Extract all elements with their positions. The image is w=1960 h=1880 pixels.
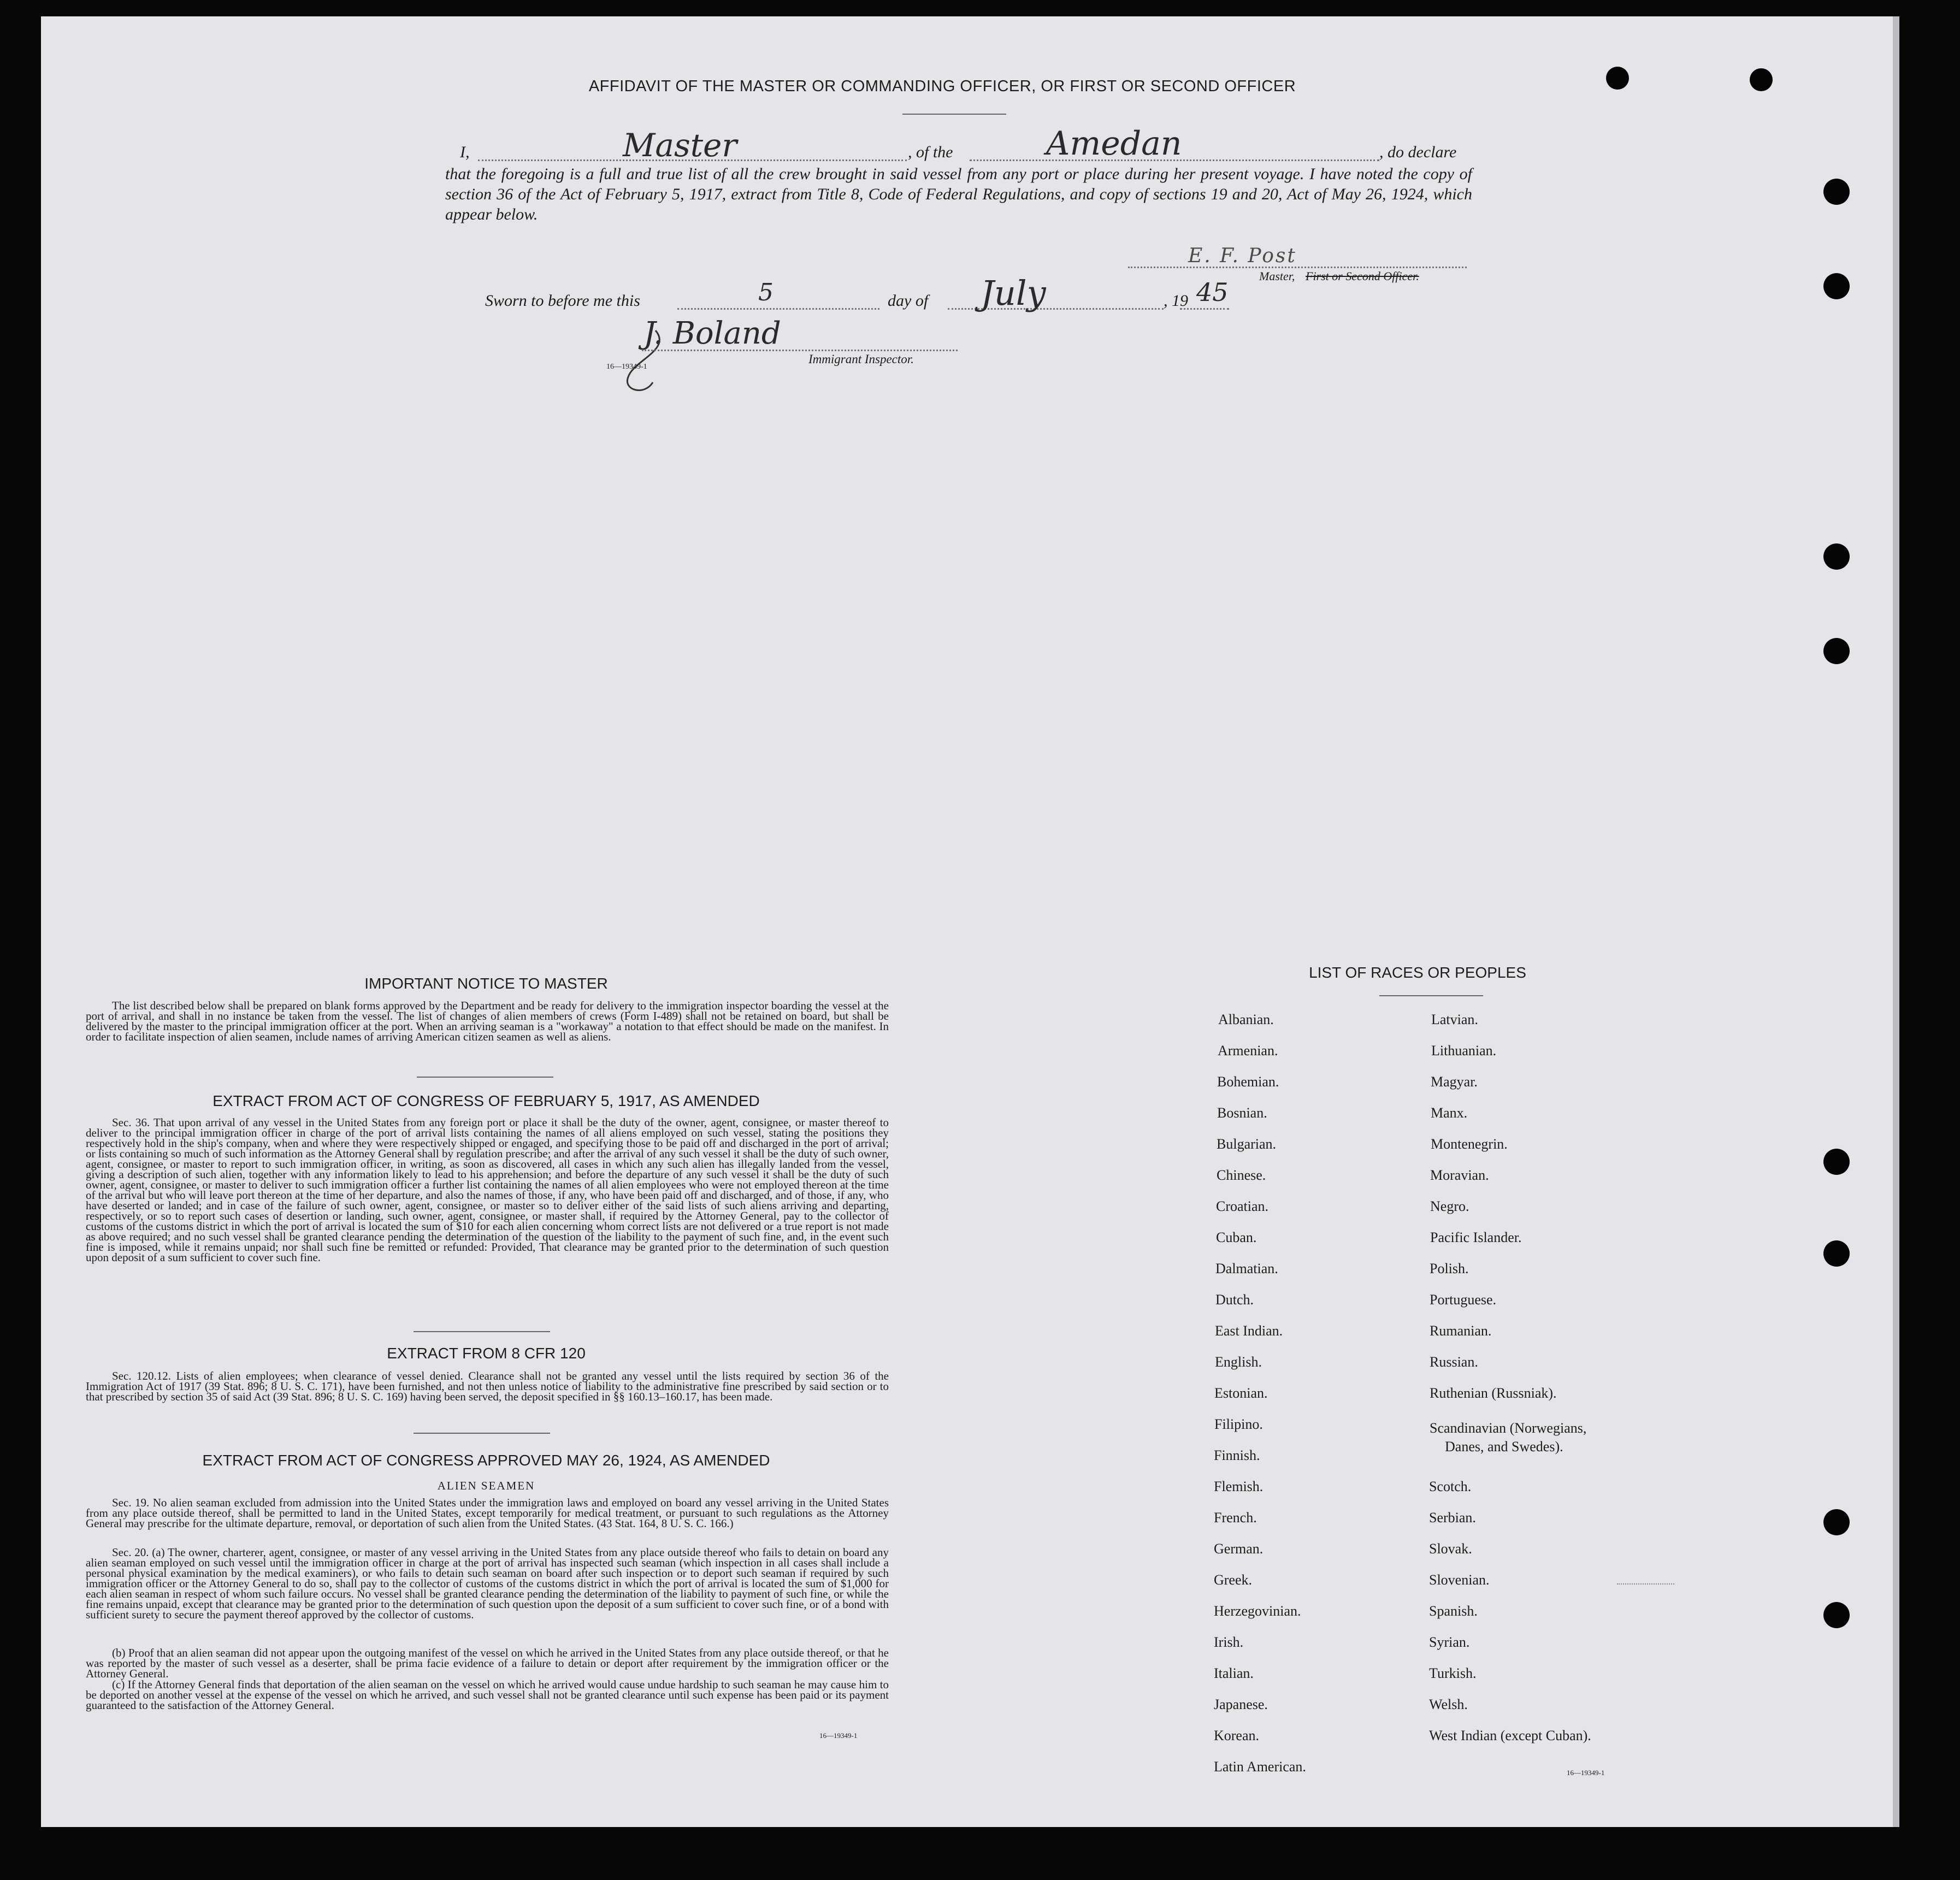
race-left-6: Chinese. (1217, 1167, 1266, 1183)
day-of-label: day of (888, 292, 929, 310)
race-right-7: Negro. (1430, 1198, 1469, 1214)
race-right-9: Polish. (1430, 1261, 1469, 1276)
vessel-handwritten: Amedan (1046, 125, 1182, 163)
officer-signature: E. F. Post (1188, 245, 1297, 267)
officer-signature-line (1128, 267, 1467, 268)
race-left-9: Dalmatian. (1215, 1261, 1278, 1276)
do-declare-label: , do declare (1379, 143, 1457, 161)
race-left-21: Irish. (1214, 1634, 1244, 1650)
punch-hole (1823, 1509, 1850, 1535)
punch-hole (1750, 68, 1773, 91)
race-left-16: Flemish. (1214, 1479, 1264, 1494)
race-right-21: Syrian. (1429, 1634, 1470, 1650)
race-right-16: Scotch. (1429, 1479, 1472, 1494)
punch-hole (1823, 543, 1850, 570)
race-left-14: Filipino. (1214, 1416, 1263, 1432)
race-left-18: German. (1214, 1541, 1264, 1557)
notice-text: The list described below shall be prepared on blank forms approved by the Department and be ready for delivery to the immigration inspector boarding the vessel at the port of arrival, and shall in no instance be taken from the vessel. The list of changes of alien members of crews (Form I-489) shall not be retained on board, but shall be delivered by the master to the principal immigration officer at the port. When an arriving seaman is a "workaway" a notation to that effect should be made on the manifest. In order to facilitate inspection of alien seamen, include names of arriving American citizen seamen as well as aliens. (86, 999, 889, 1043)
race-left-19: Greek. (1214, 1572, 1253, 1588)
inspector-signature-line (642, 350, 958, 351)
punch-hole (1823, 179, 1850, 205)
races-side-rule (1617, 1583, 1674, 1585)
inspector-signature: J. Boland (644, 316, 781, 351)
cfr-text: Sec. 120.12. Lists of alien employees; when clearance of vessel denied. Clearance shall not be granted any vessel until the lists required by section 36 of the Immigration Act of 1917 (39 Stat. 896; 8 U. S. C. 171), have been furnished, and not then unless notice of liability to the administrative fine prescribed by said section or to that prescribed by section 35 of said Act (39 Stat. 896; 8 U. S. C. 169) having been served, the deposit specified in §§ 160.13–160.17, has been made. (86, 1369, 889, 1403)
race-right-15: Danes, and Swedes). (1445, 1439, 1563, 1455)
race-left-4: Bosnian. (1217, 1105, 1267, 1121)
race-left-7: Croatian. (1216, 1198, 1269, 1214)
divider-1 (417, 1077, 553, 1078)
race-left-5: Bulgarian. (1217, 1136, 1277, 1152)
extract-1917-title: EXTRACT FROM ACT OF CONGRESS OF FEBRUARY 5, 1917, AS AMENDED (212, 1092, 760, 1109)
race-right-18: Slovak. (1429, 1541, 1472, 1557)
extract-1924-sec19: Sec. 19. No alien seaman excluded from admission into the United States under the immigration laws and employed on board any vessel arriving in the United States from any place outside thereof, shall be permitted to land in the United States, except temporarily for medical treatment, or pursuant to such regulations as the Attorney General may prescribe for the ultimate departure, removal, or deportation of such alien from the United States. (43 Stat. 164, 8 U. S. C. 166.) (86, 1496, 889, 1530)
race-left-17: French. (1214, 1510, 1257, 1526)
race-right-5: Montenegrin. (1431, 1136, 1508, 1152)
race-left-24: Korean. (1214, 1728, 1260, 1743)
sworn-label: Sworn to before me this (485, 292, 640, 310)
punch-hole (1823, 273, 1850, 299)
race-right-12: Russian. (1430, 1354, 1478, 1370)
affidavit-paragraph: that the foregoing is a full and true list of all the crew brought in said vessel from any port or place during her present voyage. I have noted the copy of section 36 of the Act of February 5, 1917, extract from Title 8, Code of Federal Regulations, and copy of sections 19 and 20, Act of May 26, 1924, which appear below. (445, 165, 1472, 223)
race-left-15: Finnish. (1214, 1447, 1260, 1463)
race-left-23: Japanese. (1214, 1696, 1268, 1712)
extract-1924-sec20b: (b) Proof that an alien seaman did not appear upon the outgoing manifest of the vessel on which he arrived in the United States from any place outside thereof, or that he was reported by the master of such vessel as a deserter, shall be prima facie evidence of a failure to detain or deport after requirement by the immigration officer or the Attorney General. (86, 1646, 889, 1680)
race-right-14: Scandinavian (Norwegians, (1430, 1420, 1587, 1436)
month-handwritten: July (981, 273, 1046, 313)
race-left-13: Estonian. (1214, 1385, 1268, 1401)
race-right-23: Welsh. (1429, 1696, 1468, 1712)
title-underline (902, 114, 1006, 115)
punch-hole (1823, 638, 1850, 664)
affidavit-prefix: I, (460, 143, 470, 161)
punch-hole (1823, 1602, 1850, 1628)
race-left-25: Latin American. (1214, 1759, 1306, 1775)
race-left-8: Cuban. (1216, 1229, 1257, 1245)
race-left-3: Bohemian. (1217, 1074, 1279, 1090)
divider-3 (414, 1433, 550, 1434)
page-edge (1893, 16, 1899, 1827)
form-number-bottom-left: 16—19349-1 (819, 1731, 858, 1740)
year-prefix: , 19 (1164, 292, 1188, 310)
race-right-1: Latvian. (1431, 1012, 1478, 1027)
extract-1924-sec20c: (c) If the Attorney General finds that deportation of the alien seaman on the vessel on which he arrived would cause undue hardship to such seaman he may cause him to be deported on another vessel at the expense of the vessel on which he arrived, and such vessel shall not be granted clearance until such expense has been paid or its payment guaranteed to the satisfaction of the Attorney General. (86, 1678, 889, 1712)
race-right-17: Serbian. (1429, 1510, 1476, 1526)
cfr-title: EXTRACT FROM 8 CFR 120 (387, 1345, 586, 1362)
year-handwritten: 45 (1196, 277, 1229, 307)
affidavit-title: AFFIDAVIT OF THE MASTER OR COMMANDING OFFICER, OR FIRST OR SECOND OFFICER (588, 78, 1296, 95)
race-left-2: Armenian. (1218, 1043, 1278, 1059)
race-right-2: Lithuanian. (1431, 1043, 1497, 1059)
of-the-label: , of the (908, 143, 953, 161)
divider-2 (414, 1331, 550, 1332)
race-left-10: Dutch. (1215, 1292, 1254, 1308)
notice-title: IMPORTANT NOTICE TO MASTER (364, 975, 608, 992)
year-blank (1180, 308, 1229, 310)
race-right-6: Moravian. (1430, 1167, 1489, 1183)
race-right-20: Spanish. (1429, 1603, 1478, 1619)
race-left-1: Albanian. (1218, 1012, 1274, 1027)
races-underline (1379, 995, 1483, 996)
race-left-20: Herzegovinian. (1214, 1603, 1301, 1619)
race-right-11: Rumanian. (1430, 1323, 1492, 1339)
form-number-top: 16—19349-1 (606, 363, 647, 371)
race-right-24: West Indian (except Cuban). (1429, 1728, 1591, 1743)
punch-hole (1823, 1149, 1850, 1175)
race-right-10: Portuguese. (1430, 1292, 1497, 1308)
race-right-13: Ruthenian (Russniak). (1430, 1385, 1557, 1401)
officer-caption-struck: First or Second Officer. (1306, 269, 1419, 283)
day-handwritten: 5 (758, 279, 774, 306)
race-left-22: Italian. (1214, 1665, 1254, 1681)
races-title: LIST OF RACES OR PEOPLES (1309, 964, 1526, 981)
race-right-3: Magyar. (1431, 1074, 1478, 1090)
race-right-19: Slovenian. (1429, 1572, 1490, 1588)
master-handwritten: Master (623, 127, 737, 164)
race-left-11: East Indian. (1215, 1323, 1283, 1339)
race-right-4: Manx. (1431, 1105, 1468, 1121)
punch-hole (1606, 67, 1629, 90)
form-number-bottom-right: 16—19349-1 (1567, 1769, 1605, 1777)
race-right-8: Pacific Islander. (1430, 1229, 1522, 1245)
inspector-caption: Immigrant Inspector. (808, 352, 914, 366)
extract-1924-sec20a: Sec. 20. (a) The owner, charterer, agent, consignee, or master of any vessel arriving in the United States from any place outside thereof who fails to detain on board any alien seaman employed on such vessel until the immigration officer in charge at the port of arrival has inspected such seaman (which inspection in all cases shall include a personal physical examination by the medical examiners), or who fails to detain such seaman on board after such inspection or to deport such seaman if required by such immigration officer or the Attorney General to do so, shall pay to the collector of customs of the customs district in which the port of arrival is located the sum of $1,000 for each alien seaman in respect of whom such failure occurs. No vessel shall be granted clearance pending the determination of the liability to payment of such fine, or while the fine remains unpaid, except that clearance may be granted prior to the determination of such question upon the deposit of a sum sufficient to cover such fine, or of a bond with sufficient surety to secure the payment thereof approved by the collector of customs. (86, 1546, 889, 1621)
day-blank (677, 308, 879, 310)
officer-caption-master: Master, (1259, 269, 1295, 283)
punch-hole (1823, 1240, 1850, 1267)
extract-1924-subtitle: ALIEN SEAMEN (437, 1479, 535, 1492)
extract-1924-title: EXTRACT FROM ACT OF CONGRESS APPROVED MAY 26, 1924, AS AMENDED (202, 1452, 770, 1469)
race-right-22: Turkish. (1429, 1665, 1477, 1681)
race-left-12: English. (1215, 1354, 1262, 1370)
extract-1917-text: Sec. 36. That upon arrival of any vessel in the United States from any foreign port or place it shall be the duty of the owner, agent, consignee, or master thereof to deliver to the principal immigration officer in charge of the port of arrival lists containing the names of all aliens employed on such vessel, stating the positions they respectively hold in the ship's company, when and where they were respectively shipped or engaged, and specifying those to be paid off and discharged in the port of arrival; or lists containing so much of such information as the Attorney General shall by regulation prescribe; and after the arrival of any such vessel it shall be the duty of such owner, agent, consignee, or master to report to such immigration officer, in writing, as soon as discovered, all cases in which any such alien has illegally landed from the vessel, giving a description of such alien, together with any information likely to lead to his apprehension; and before the departure of any such vessel it shall be the duty of such owner, agent, consignee, or master to deliver to such immigration officer a further list containing the names of all alien employees who were not employed thereon at the time of the arrival but who will leave port thereon at the time of her departure, and also the names of those, if any, who have been paid off and discharged, and of those, if any, who have deserted or landed; and in case of the failure of such owner, agent, consignee, or master so to deliver either of the said lists of such aliens arriving and departing, respectively, or so to report such cases of desertion or landing, such owner, agent, consignee, or master shall, if required by the Attorney General, pay to the collector of customs of the customs district in which the port of arrival is located the sum of $10 for each alien concerning whom correct lists are not delivered or a true report is not made as above required; and no such vessel shall be granted clearance pending the determination of the question of the liability to the payment of such fine, and, in the event such fine is imposed, while it remains unpaid; nor shall such fine be remitted or refunded: Provided, That clearance may be granted prior to the determination of such question upon deposit of a sum sufficient to cover such fine. (86, 1116, 889, 1264)
